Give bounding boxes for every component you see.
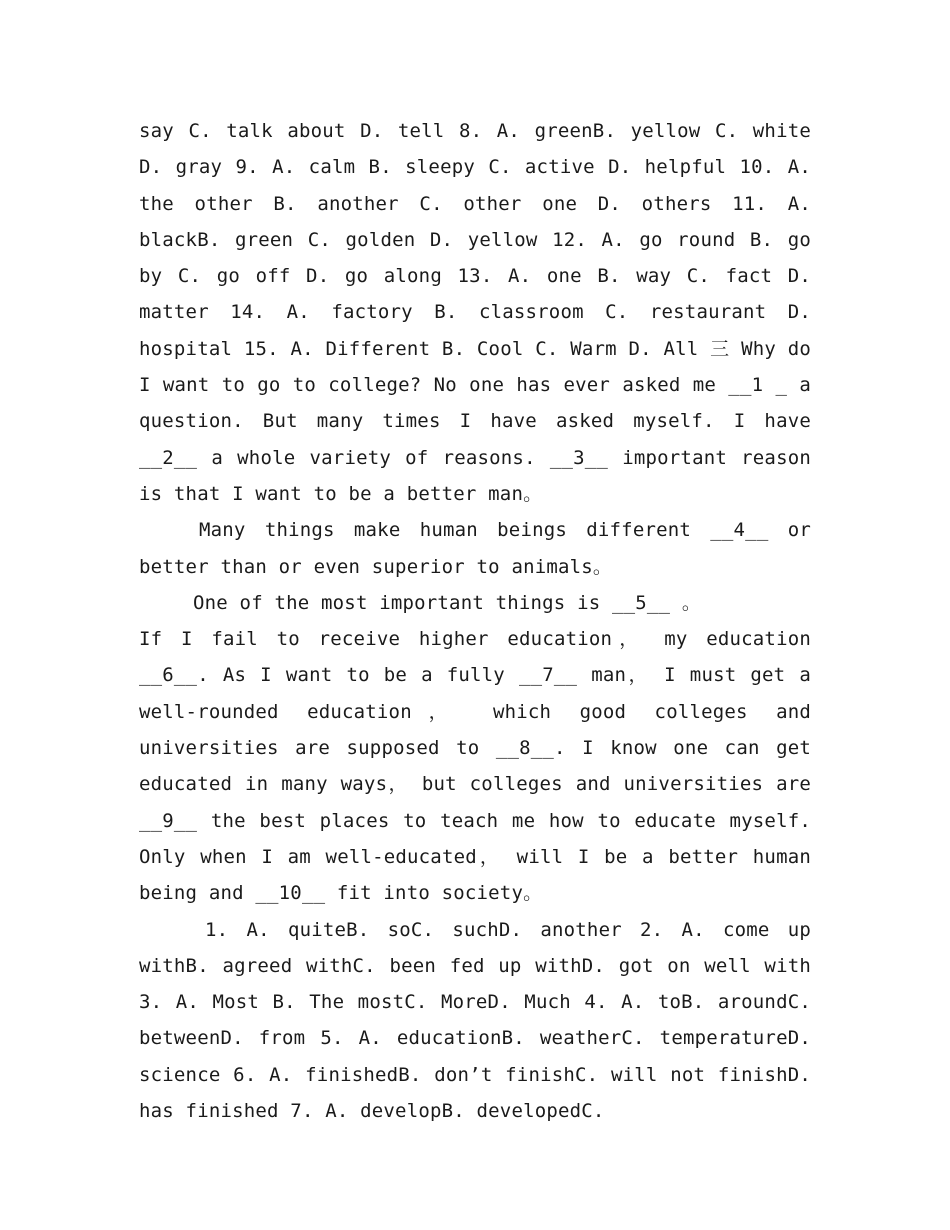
paragraph-important-things: One of the most important things is __5__ 。 — [193, 591, 702, 614]
paragraph-higher-education: If I fail to receive higher education， my education __6__. As I want to be a fully __7__ man， I must get a well-rounded education， which good colleges and universities are supposed to __8__. I know one can get educated in many ways， but colleges and universities are __9__ the best places to teach me how to educate myself. Only when I am well-educated， will I be a better human being and __10__ fit into society。 — [139, 628, 811, 905]
document-body — [139, 113, 811, 1129]
paragraph-answer-options-and-passage-intro: say C. talk about D. tell 8. A. greenB. yellow C. white D. gray 9. A. calm B. sleepy C. active D. helpful 10. A. the other B. another C. other one D. others 11. A. blackB. green C. golden D. yellow 12. A. go round B. go by C. go off D. go along 13. A. one B. way C. fact D. matter 14. A. factory B. classroom C. restaurant D. hospital 15. A. Different B. Cool C. Warm D. All 三 Why do I want to go to college? No one has ever asked me __1 _ a question. But many times I have asked myself. I have __2__ a whole variety of reasons. __3__ important reason is that I want to be a better man。 — [139, 120, 811, 505]
paragraph-question-options: 1. A. quiteB. soC. suchD. another 2. A. come up withB. agreed withC. been fed up withD. got on well with 3. A. Most B. The mostC. MoreD. Much 4. A. toB. aroundC. betweenD. from 5. A. educationB. weatherC. temperatureD. science 6. A. finishedB. don’t finishC. will not finishD. has finished 7. A. developB. developedC. — [139, 918, 811, 1123]
paragraph-human-beings: Many things make human beings different __4__ or better than or even superior to animals。 — [139, 519, 811, 578]
